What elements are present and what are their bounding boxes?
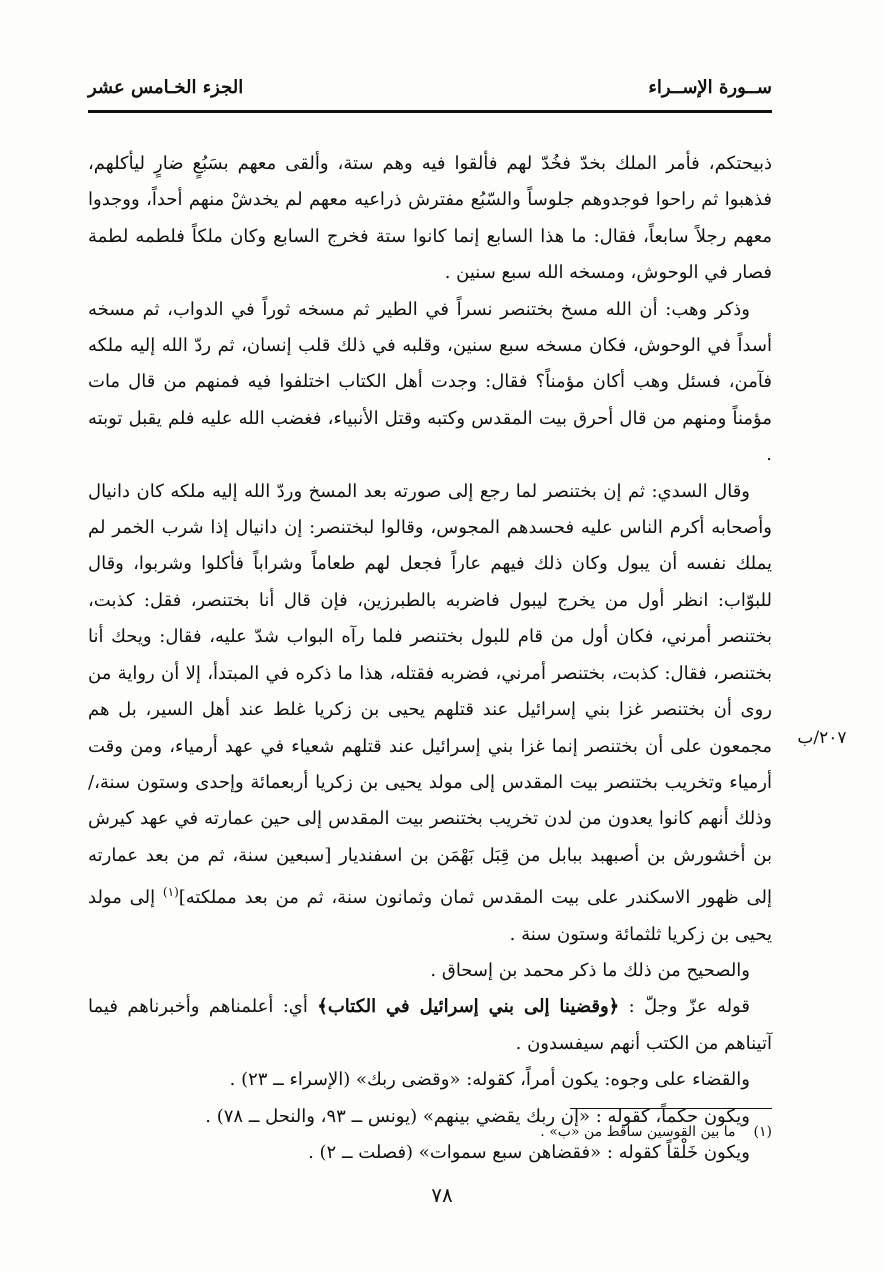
manuscript-folio-note: ٢٠٧/ب: [797, 728, 847, 748]
running-header: [88, 70, 772, 104]
footnote: [420, 1124, 772, 1140]
paragraph-7: ويكون حكماً، كقوله : «إن ربك يقضي بينهم» (يونس ــ ٩٣، والنحل ــ ٧٨) .: [205, 1105, 750, 1127]
paragraph-1: ذبيحتكم، فأمر الملك بخدّ فخُدّ لهم فألقوا فيه وهم ستة، وألقى معهم بسَبُعٍ ضارٍ ليأكلهم، فذهبوا ثم راحوا فوجدوهم جلوساً والسّبُع مفترش ذراعيه معهم لم يخدشْ منهم أحداً، ووجدوا معهم رجلاً سابعاً، فقال: ما هذا السابع إنما كانوا ستة فخرج السابع وكان ملكاً فلطمه لطمة فصار في الوحوش، ومسخه الله سبع سنين .: [88, 153, 772, 284]
paragraph-3-text: وقال السدي: ثم إن بختنصر لما رجع إلى صورته بعد المسخ وردّ الله إليه ملكه كان دانيال وأصحابه أكرم الناس عليه فحسدهم المجوس، وقالوا لبختنصر: إن دانيال إذا شرب الخمر لم يملك نفسه أن يبول وكان ذلك فيهم عاراً فجعل لهم طعاماً وشراباً فأكلوا وشربوا، وقال للبوّاب: انظر أول من يخرج ليبول فاضربه بالطبرزين، فإن قال أنا بختنصر، فقل: كذبت، بختنصر أمرني، فكان أول من قام للبول بختنصر فلما رآه البواب شدّ عليه، فقال: ويحك أنا بختنصر، فقال: كذبت، بختنصر أمرني، فضربه فقتله، هذا ما ذكره في المبتدأ، إلا أن رواية من روى أن بختنصر غزا بني إسرائيل عند قتلهم يحيى بن زكريا غلط عند أهل السير، بل هم مجمعون على أن بختنصر إنما غزا بني إسرائيل عند قتلهم شعياء في عهد أرمياء، ومن وقت أرمياء وتخريب بختنصر بيت المقدس إلى مولد يحيى بن زكريا أربعمائة وإحدى وستون سنة،/وذلك أنهم كانوا يعدون من لدن تخريب بختنصر بيت المقدس إلى حين عمارته في عهد كيرش بن أخشورش بن أصبهبد ببابل من قِبَل بَهْمَن بن اسفنديار [سبعين سنة، ثم من بعد عمارته إلى ظهور الاسكندر على بيت المقدس ثمان وثمانون سنة، ثم من بعد مملكته]: [88, 480, 772, 909]
surah-title: ســورة الإســراء: [648, 76, 772, 98]
paragraph-5: [88, 989, 772, 1062]
footnote-text: ما بين القوسين ساقط من «ب» .: [540, 1124, 736, 1140]
part-title: الجزء الخـامس عشر: [88, 76, 244, 98]
footnote-number: (١): [753, 1124, 772, 1140]
paragraph-2: وذكر وهب: أن الله مسخ بختنصر نسراً في الطير ثم مسخه ثوراً في الدواب، ثم مسخه أسداً في الوحوش، فكان مسخه سبع سنين، وقلبه في ذلك قلب إنسان، ثم ردّ الله إليه ملكه فآمن، فسئل وهب أكان مؤمناً؟ فقال: وجدت أهل الكتاب اختلفوا فيه فمنهم من قال مات مؤمناً ومنهم من قال أحرق بيت المقدس وكتبه وقتل الأنبياء، فغضب الله عليه فلم يقبل توبته .: [88, 298, 772, 466]
paragraph-3: [88, 474, 772, 953]
footnote-reference: (١): [162, 885, 179, 900]
quran-verse: ﴿وقضينا إلى بني إسرائيل في الكتاب﴾: [317, 996, 620, 1018]
paragraph-3-tail: إلى مولد يحيى بن زكريا ثلثمائة وستون سنة .: [88, 887, 772, 945]
verse-intro: قوله عزّ وجلّ :: [628, 996, 750, 1018]
verse-explanation: أي: أعلمناهم وأخبرناهم فيما آتيناهم من الكتب أنهم سيفسدون .: [88, 996, 772, 1054]
footnote-rule: [570, 1108, 772, 1109]
page-number: ٧٨: [431, 1183, 453, 1207]
paragraph-4: والصحيح من ذلك ما ذكر محمد بن إسحاق .: [430, 959, 750, 981]
paragraph-8: ويكون خَلْقاً كقوله : «فقضاهن سبع سموات» (فصلت ــ ٢) .: [308, 1141, 750, 1163]
paragraph-6: والقضاء على وجوه: يكون أمراً، كقوله: «وقضى ربك» (الإسراء ــ ٢٣) .: [229, 1069, 750, 1091]
header-rule: [88, 110, 772, 113]
main-text: [88, 146, 772, 1171]
